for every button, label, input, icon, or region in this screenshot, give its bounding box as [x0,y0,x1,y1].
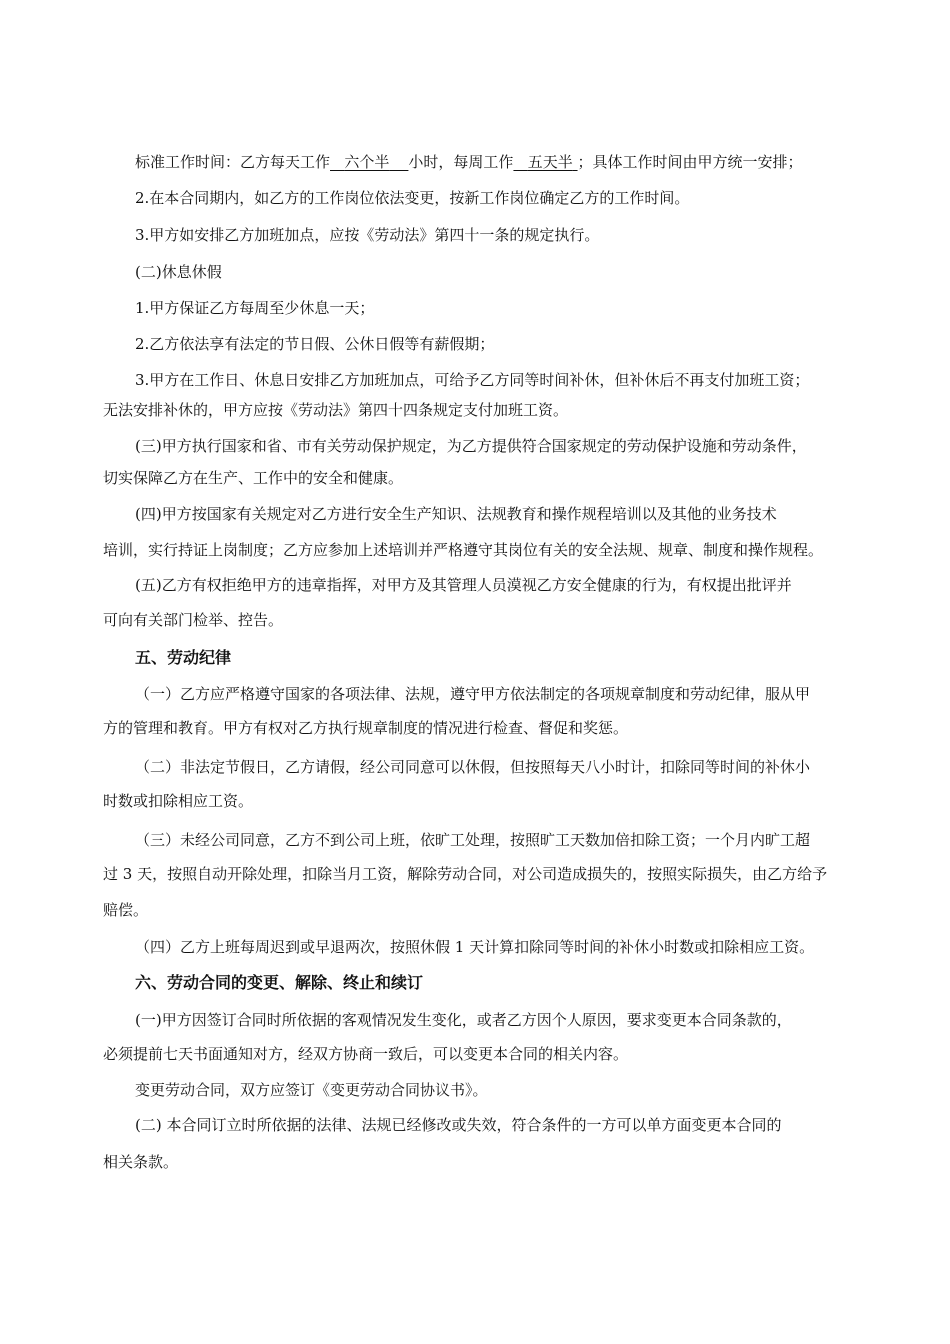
paragraph-line: 2.在本合同期内，如乙方的工作岗位依法变更，按新工作岗位确定乙方的工作时间。 [135,189,690,207]
paragraph-line: 变更劳动合同，双方应签订《变更劳动合同协议书》。 [135,1081,488,1099]
paragraph-line: 可向有关部门检举、控告。 [103,611,284,629]
subsection-heading: (二)休息休假 [135,263,222,281]
paragraph-line: 必须提前七天书面通知对方，经双方协商一致后，可以变更本合同的相关内容。 [103,1045,629,1063]
weekly-days-blank [513,153,577,171]
section-heading-6: 六、劳动合同的变更、解除、终止和续订 [135,973,424,992]
paragraph-line: （四）乙方上班每周迟到或早退两次，按照休假 1 天计算扣除同等时间的补休小时数或扣除相应工资。 [135,938,815,956]
paragraph-line: 2.乙方依法享有法定的节日假、公休日假等有薪假期； [135,335,495,353]
weekly-days-value: 五天半 [527,153,573,171]
paragraph-line: 赔偿。 [103,901,149,919]
paragraph-line: 切实保障乙方在生产、工作中的安全和健康。 [103,469,404,487]
paragraph-line: 3.甲方在工作日、休息日安排乙方加班加点，可给予乙方同等时间补休，但补休后不再支付加班工资； [135,371,810,389]
paragraph-line: （一）乙方应严格遵守国家的各项法律、法规，遵守甲方依法制定的各项规章制度和劳动纪律，服从甲 [135,685,811,703]
paragraph-line: 培训，实行持证上岗制度；乙方应参加上述培训并严格遵守其岗位有关的安全法规、规章、制度和操作规程。 [103,541,824,559]
work-hours-prefix: 标准工作时间：乙方每天工作 [135,153,331,171]
paragraph-line: 过 3 天，按照自动开除处理，扣除当月工资，解除劳动合同，对公司造成损失的，按照实际损失，由乙方给予 [103,865,828,883]
work-hours-suffix: ；具体工作时间由甲方统一安排； [577,153,803,171]
work-hours-mid: 小时，每周工作 [408,153,514,171]
paragraph-line: (五)乙方有权拒绝甲方的违章指挥，对甲方及其管理人员漠视乙方安全健康的行为，有权提出批评并 [135,576,792,594]
paragraph-line: 无法安排补休的，甲方应按《劳动法》第四十四条规定支付加班工资。 [103,401,569,419]
section-heading-5: 五、劳动纪律 [135,648,232,667]
paragraph-line: (二) 本合同订立时所依据的法律、法规已经修改或失效，符合条件的一方可以单方面变更本合同的 [135,1116,782,1134]
paragraph-line: (三)甲方执行国家和省、市有关劳动保护规定，为乙方提供符合国家规定的劳动保护设施和劳动条件， [135,437,807,455]
paragraph-line: 时数或扣除相应工资。 [103,792,254,810]
paragraph-line: 1.甲方保证乙方每周至少休息一天； [135,299,375,317]
paragraph-line: （二）非法定节假日，乙方请假，经公司同意可以休假，但按照每天八小时计，扣除同等时间的补休小 [135,758,811,776]
paragraph-line: (一)甲方因签订合同时所依据的客观情况发生变化，或者乙方因个人原因，要求变更本合同条款的， [135,1011,792,1029]
paragraph-line: 3.甲方如安排乙方加班加点，应按《劳动法》第四十一条的规定执行。 [135,226,600,244]
paragraph-line: （三）未经公司同意，乙方不到公司上班，依旷工处理，按照旷工天数加倍扣除工资；一个月内旷工超 [135,831,811,849]
daily-hours-value: 六个半 [344,153,390,171]
work-hours-line [135,152,803,172]
paragraph-line: (四)甲方按国家有关规定对乙方进行安全生产知识、法规教育和操作规程培训以及其他的业务技术 [135,505,777,523]
daily-hours-blank [330,153,408,171]
paragraph-line: 方的管理和教育。甲方有权对乙方执行规章制度的情况进行检查、督促和奖惩。 [103,719,629,737]
paragraph-line: 相关条款。 [103,1153,179,1171]
